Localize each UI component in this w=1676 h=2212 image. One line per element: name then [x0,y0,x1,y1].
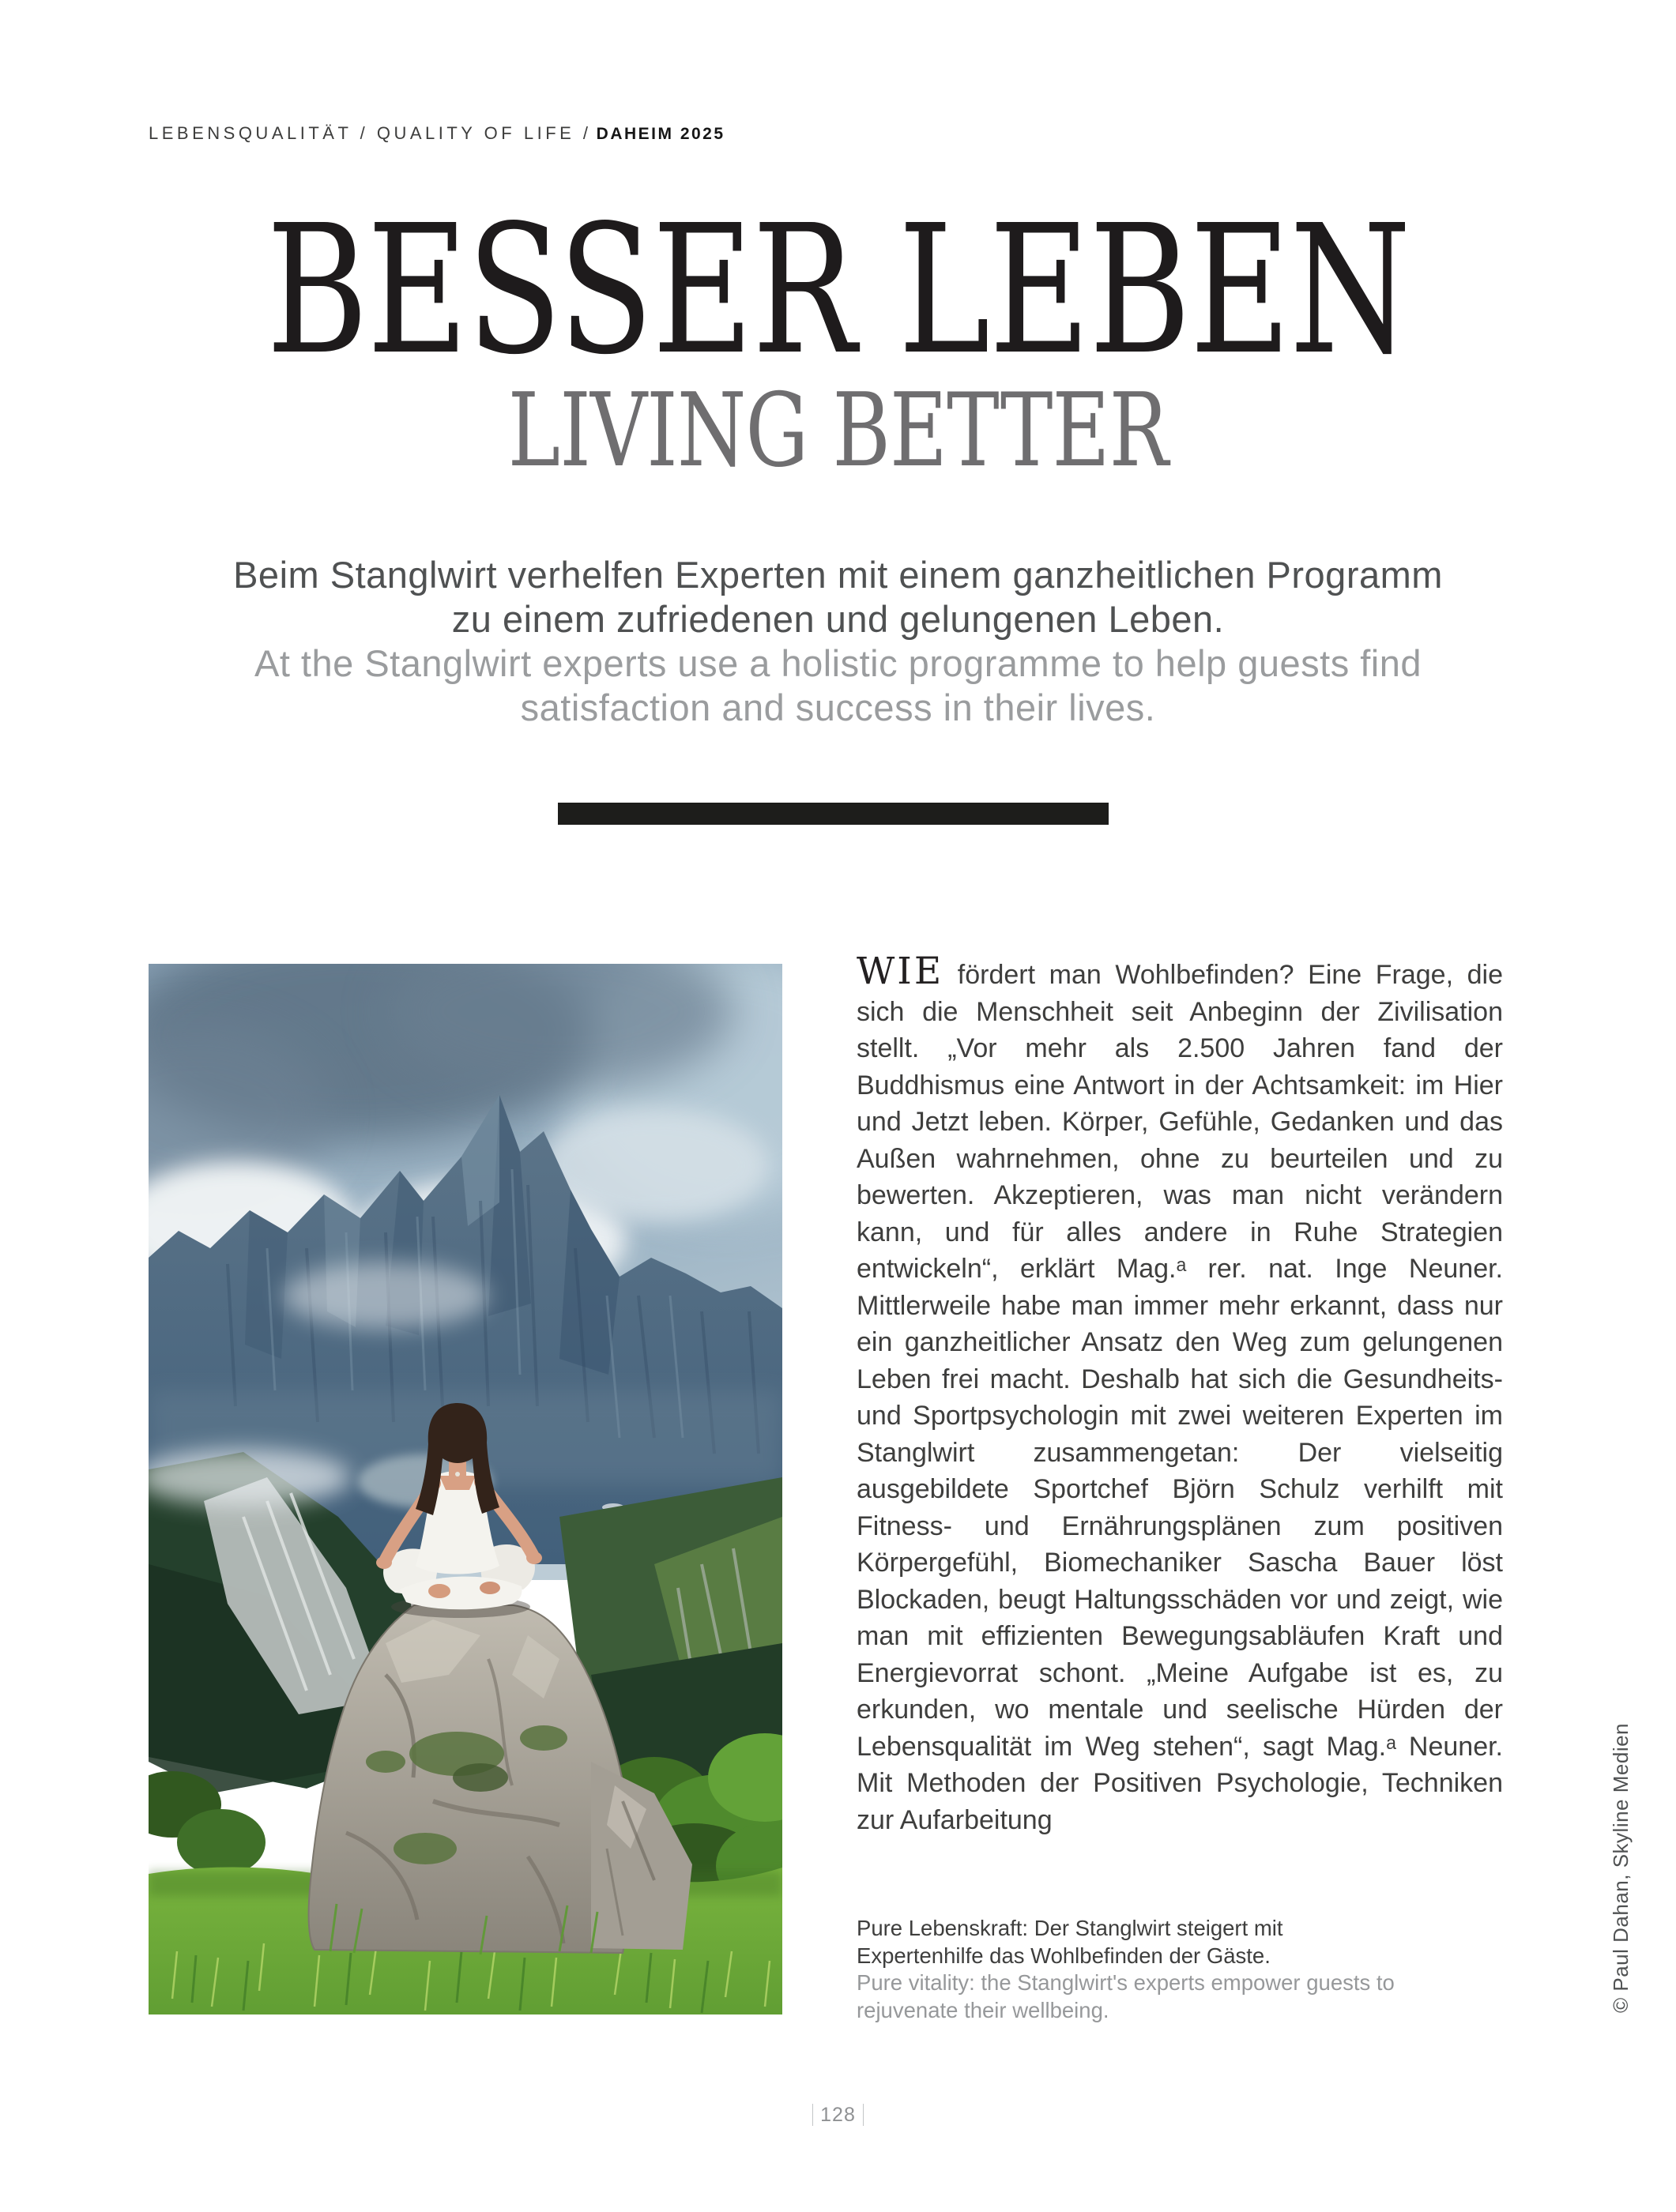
title-block [0,187,1676,490]
section-label: LEBENSQUALITÄT / QUALITY OF LIFE / [149,123,592,143]
lead-word: WIE [857,950,944,993]
page-number-right-rule [863,2104,864,2126]
article-body [857,950,1503,1838]
breadcrumb [149,123,725,144]
page-title: BESSER LEBEN [266,187,1410,394]
page-number [0,2103,1676,2127]
standfirst-english: At the Stanglwirt experts use a holistic programme to help guests find satisfaction and success in their lives. [254,642,1422,728]
article-text: fördert man Wohlbefinden? Eine Frage, die sich die Menschheit seit Anbeginn der Zivilisation stellt. „Vor mehr als 2.500 Jahren fand der Buddhismus eine Antwort in der Achtsamkeit: im Hier und Jetzt leben. Körper, Gefühle, Gedanken und das Außen wahrnehmen, ohne zu beurteilen und zu bewerten. Akzeptieren, was man nicht verändern kann, und für alles andere in Ruhe Strategien entwickeln“, erklärt Mag.ᵃ rer. nat. Inge Neuner. Mittlerweile habe man immer mehr erkannt, dass nur ein ganzheitlicher Ansatz den Weg zum gelungenen Leben frei macht. Deshalb hat sich die Gesundheits- und Sportpsychologin mit zwei weiteren Experten im Stanglwirt zusammengetan: Der vielseitig ausgebildete Sportchef Björn Schulz verhilft mit Fitness- und Ernährungsplänen zum positiven Körpergefühl, Biomechaniker Sascha Bauer löst Blockaden, beugt Haltungsschäden vor und zeigt, wie man mit effizienten Bewegungsabläufen Kraft und Energievorrat schont. „Meine Aufgabe ist es, zu erkunden, wo mentale und seelische Hürden der Lebensqualität im Weg stehen“, sagt Mag.ᵃ Neuner. Mit Methoden der Positiven Psychologie, Techniken zur Aufarbeitung [857,960,1503,1835]
meditation-photo [149,964,782,2014]
photo-credit: © Paul Dahan, Skyline Medien [1609,1722,1633,2013]
photo-caption [857,1915,1402,2024]
divider-rule [558,803,1109,825]
standfirst-german: Beim Stanglwirt verhelfen Experten mit einem ganzheitlichen Programm zu einem zufriedenen und gelungenen Leben. [233,554,1443,640]
caption-english: Pure vitality: the Stanglwirt's experts empower guests to rejuvenate their wellbeing. [857,1970,1395,2022]
standfirst [0,553,1676,730]
page-subtitle: LIVING BETTER [507,371,1169,490]
caption-german: Pure Lebenskraft: Der Stanglwirt steigert mit Expertenhilfe das Wohlbefinden der Gäste. [857,1916,1283,1968]
meditation-photo-art [149,964,782,2014]
page-number-left-rule [812,2104,813,2126]
page-number-value: 128 [820,2103,856,2126]
issue-label: DAHEIM 2025 [596,125,725,143]
